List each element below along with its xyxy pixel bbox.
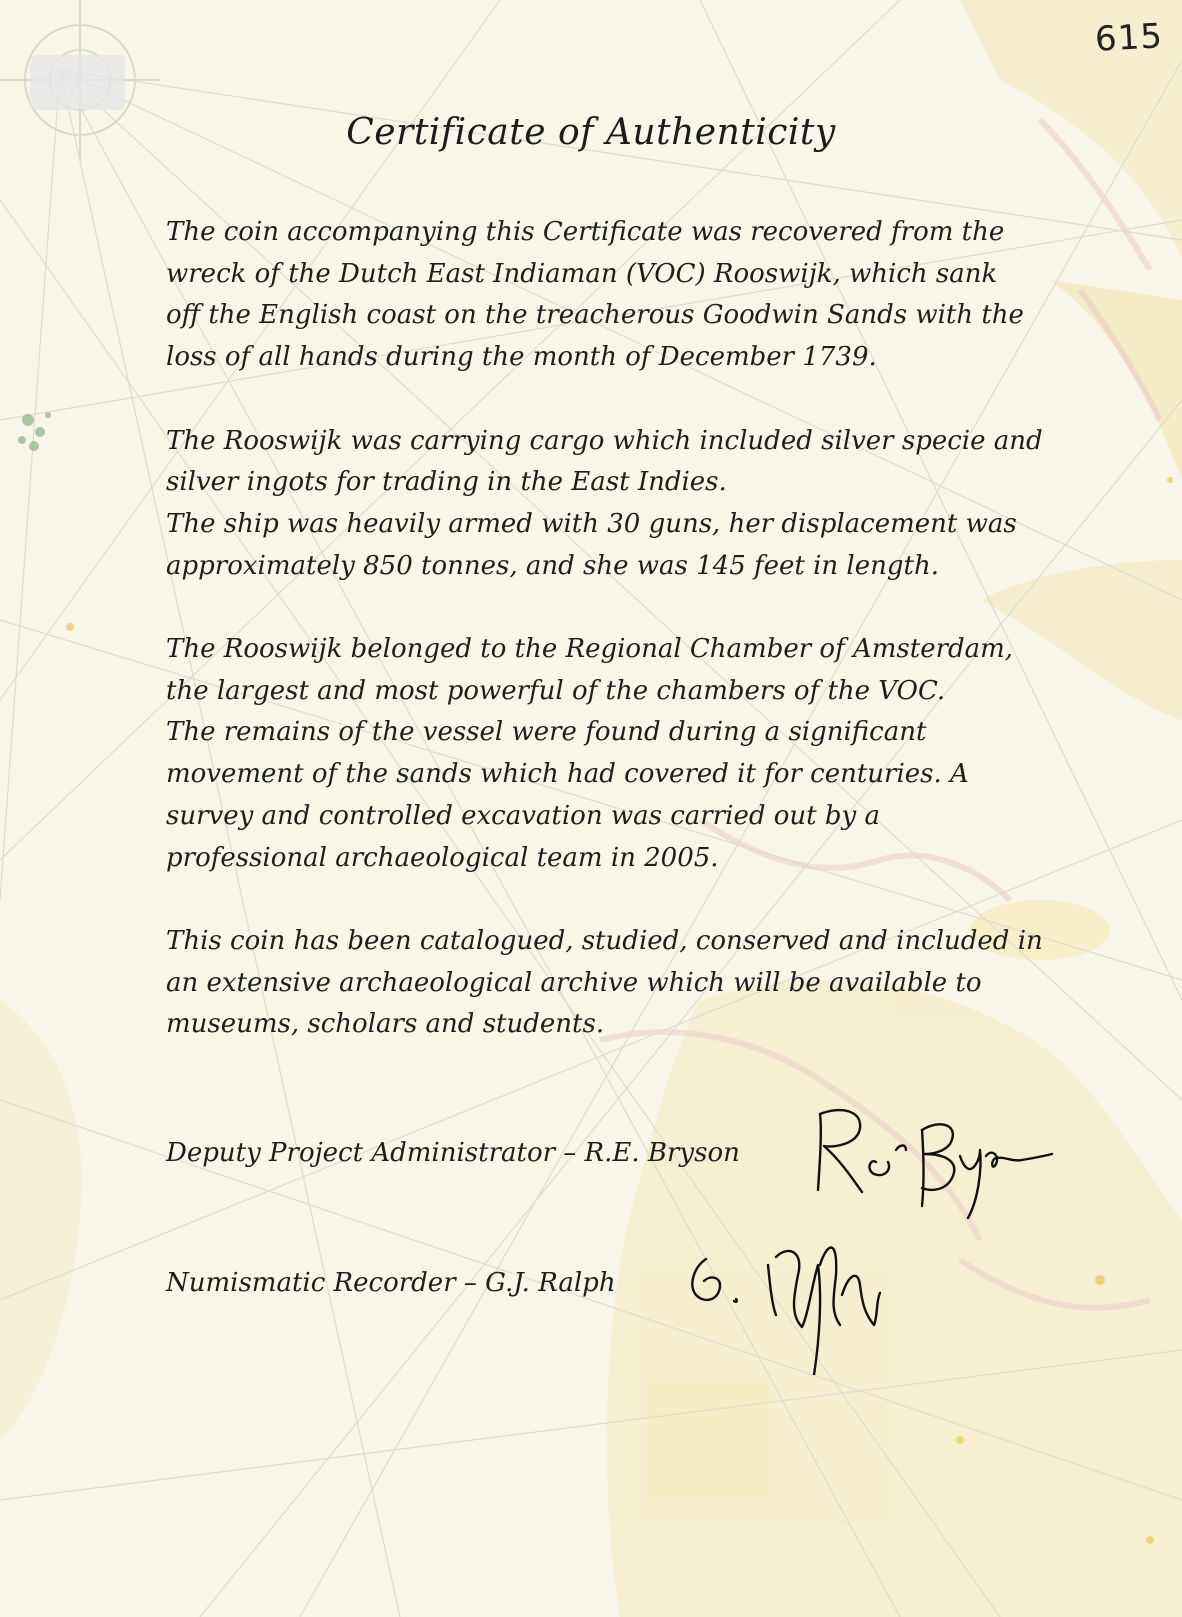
paragraph-3 (166, 629, 1066, 879)
text-line: This coin has been catalogued, studied, conserved and included in (166, 925, 1043, 956)
certificate-title: Certificate of Authenticity (346, 112, 836, 153)
text-line: the largest and most powerful of the chambers of the VOC. (166, 675, 946, 706)
text-line: loss of all hands during the month of December 1739. (166, 342, 877, 373)
text-line: wreck of the Dutch East Indiaman (VOC) Rooswijk, which sank (166, 258, 998, 289)
text-line: silver ingots for trading in the East Indies. (166, 467, 727, 498)
text-line: survey and controlled excavation was carried out by a (166, 800, 880, 831)
text-line: off the English coast on the treacherous Goodwin Sands with the (166, 300, 1024, 331)
paragraph-1 (166, 212, 1066, 379)
text-line: museums, scholars and students. (166, 1009, 605, 1040)
text-line: The ship was heavily armed with 30 guns, her displacement was (166, 508, 1017, 539)
tape-mark (30, 55, 125, 110)
text-line: movement of the sands which had covered it for centuries. A (166, 759, 969, 790)
text-line: an extensive archaeological archive which will be available to (166, 967, 982, 998)
text-line: approximately 850 tonnes, and she was 145 feet in length. (166, 550, 939, 581)
bryson-signature (800, 1100, 1060, 1230)
deputy-administrator-line: Deputy Project Administrator – R.E. Bryson (166, 1138, 740, 1168)
certificate-body (166, 212, 1066, 1046)
paragraph-4 (166, 921, 1066, 1046)
text-line: The coin accompanying this Certificate was recovered from the (166, 217, 1005, 247)
page-number: 615 (1093, 16, 1164, 60)
text-line: The remains of the vessel were found during a significant (166, 717, 927, 748)
text-line: professional archaeological team in 2005. (166, 842, 719, 873)
ralph-signature (680, 1215, 920, 1375)
text-line: The Rooswijk belonged to the Regional Chamber of Amsterdam, (166, 634, 1014, 664)
text-line: The Rooswijk was carrying cargo which included silver specie and (166, 425, 1043, 456)
numismatic-recorder-line: Numismatic Recorder – G.J. Ralph (166, 1268, 616, 1298)
paragraph-2 (166, 421, 1066, 588)
